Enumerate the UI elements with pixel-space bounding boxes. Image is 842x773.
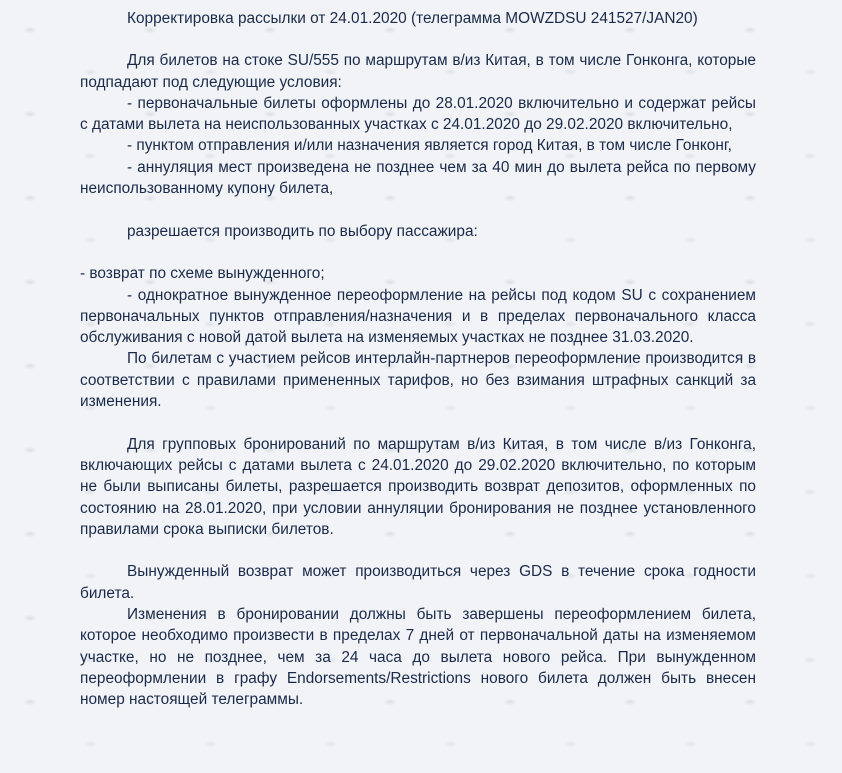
option-item: - однократное вынужденное переоформление на рейсы под кодом SU с сохранением первоначальных пунктов отправления/назначения и в пределах первоначального класса обслуживания с новой датой вылета на изменяемых участках не позднее 31.03.2020. [80,286,756,347]
spacer [80,540,756,561]
interline-paragraph: По билетам с участием рейсов интерлайн-партнеров переоформление производится в соответствии с правилами примененных тарифов, но без взимания штрафных санкций за изменения. [80,350,756,411]
condition-item: - пунктом отправления и/или назначения является город Китая, в том числе Гонконг, [127,137,732,155]
spacer [80,412,756,433]
condition-item: - аннуляция мест произведена не позднее чем за 40 мин до вылета рейса по первому неиспользованному купону билета, [80,158,756,198]
document-body [80,8,756,711]
spacer [80,199,756,220]
gds-paragraph: Вынужденный возврат может производиться через GDS в течение срока годности билета. [80,563,756,602]
option-item: - возврат по схеме вынужденного; [80,265,325,283]
condition-item: - первоначальные билеты оформлены до 28.01.2020 включительно и содержат рейсы с датами вылета на неиспользованных участках с 24.01.2020 до 29.02.2020 включительно, [80,94,756,134]
changes-paragraph: Изменения в бронировании должны быть завершены переоформлением билета, которое необходимо произвести в пределах 7 дней от первоначальной даты на изменяемом участке, но не позднее, чем за 24 часа до вылета нового рейса. При вынужденном переоформлении в графу Endorsements/Restrictions нового билета должен быть внесен номер настоящей телеграммы. [80,606,756,709]
group-paragraph: Для групповых бронирований по маршрутам в/из Китая, в том числе в/из Гонконга, включающих рейсы с датами вылета с 24.01.2020 до 29.02.2020 включительно, по которым не были выписаны билеты, разрешается производить возврат депозитов, оформленных по состоянию на 28.01.2020, при условии аннуляции бронирования не позднее установленного правилами срока выписки билетов. [80,435,756,538]
spacer [80,242,756,263]
document-title: Корректировка рассылки от 24.01.2020 (телеграмма MOWZDSU 241527/JAN20) [127,10,698,27]
intro-paragraph: Для билетов на стоке SU/555 по маршрутам в/из Китая, в том числе Гонконга, которые подпадают под следующие условия: [80,52,756,91]
allowed-paragraph: разрешается производить по выбору пассажира: [127,222,478,240]
